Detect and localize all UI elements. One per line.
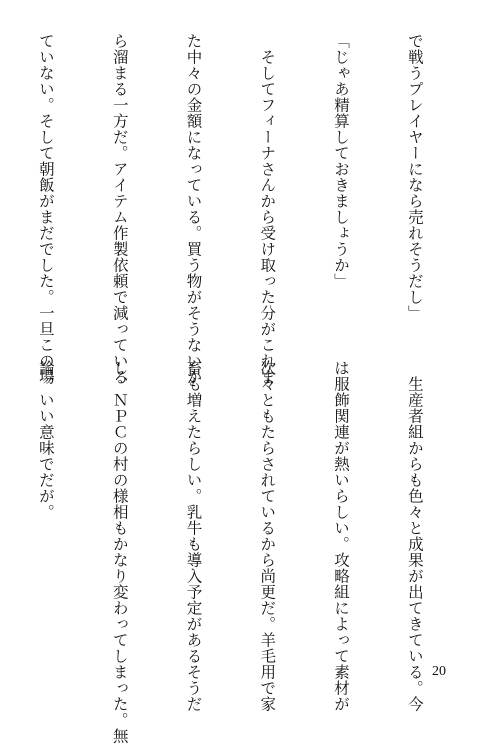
text-line: ら溜まる一方だ。アイテム作製依頼で減っている — [110, 33, 129, 385]
upper-text-block — [0, 33, 476, 385]
text-line: 畜も増えたらしい。乳牛も導入予定があるそうだ — [184, 360, 203, 712]
text-line: そしてフィーナさんから受け取った分がこれま — [258, 33, 277, 385]
text-line: し、ＮＰＣの村の様相もかなり変わってしまった。無 — [110, 360, 129, 744]
text-line: 論、いい意味でだが。 — [36, 360, 55, 520]
text-line: ていない。そして朝飯がまだでした。一旦この場 — [36, 33, 55, 385]
text-line: で戦うプレイヤーになら売れそうだし」 — [405, 33, 424, 321]
text-line: 「じゃあ精算しておきましょうか」 — [332, 33, 351, 289]
text-line: 次々ともたらされているから尚更だ。羊毛用で家 — [258, 360, 277, 712]
page-number: 20 — [432, 664, 446, 679]
text-line: は服飾関連が熱いらしい。攻略組によって素材が — [332, 360, 351, 712]
text-line: 生産者組からも色々と成果が出てきている。今 — [405, 360, 424, 712]
text-line: た中々の金額になっている。買う物がそうないか — [184, 33, 203, 385]
